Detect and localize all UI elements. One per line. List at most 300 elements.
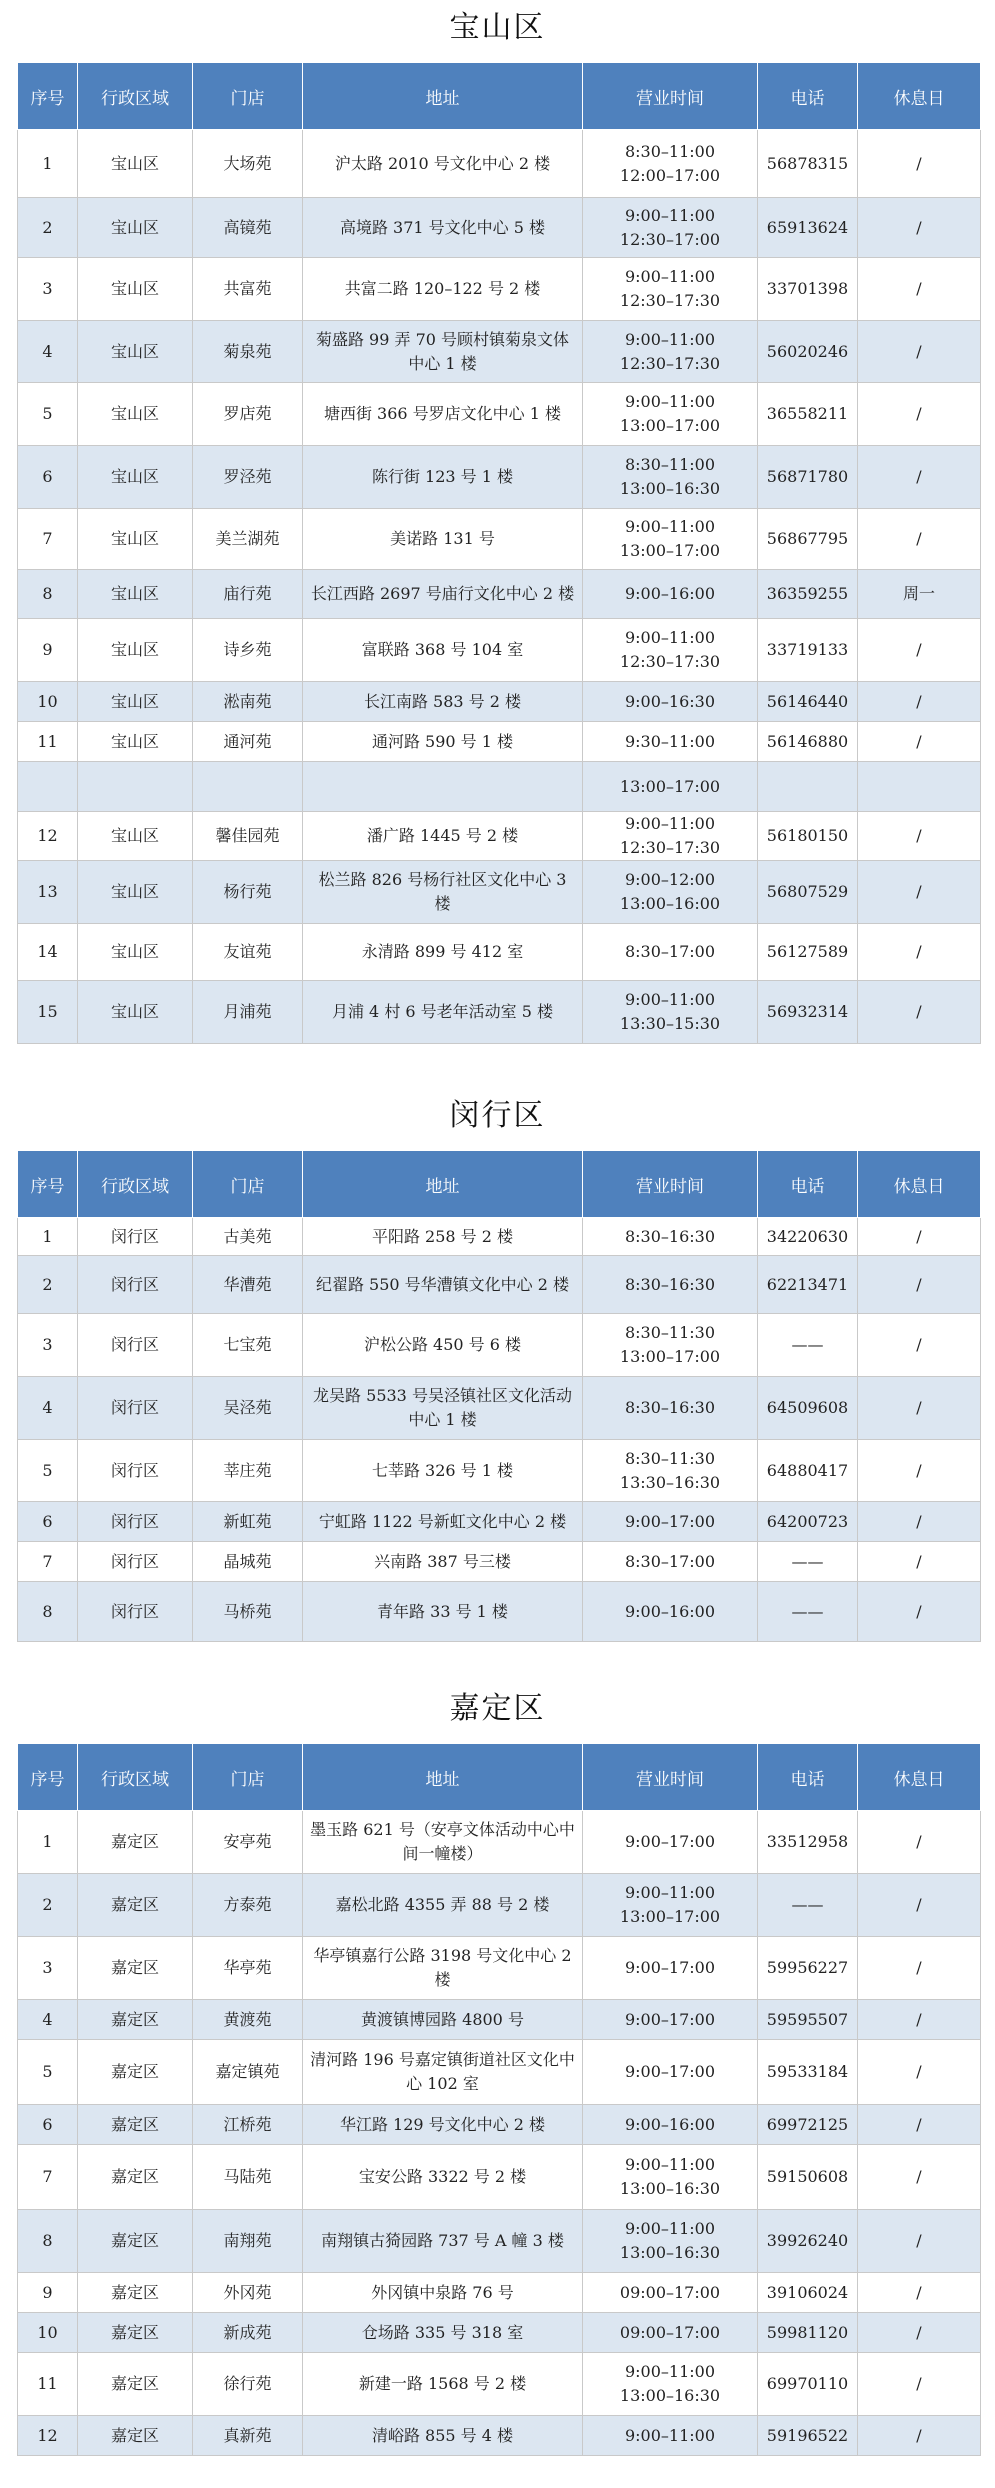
phone-cell: 65913624 — [758, 198, 858, 258]
rest-day-cell: / — [858, 1937, 981, 2000]
district-cell: 闵行区 — [78, 1314, 193, 1377]
store-cell: 安亭苑 — [193, 1811, 303, 1874]
store-cell: 菊泉苑 — [193, 321, 303, 383]
store-cell: 新成苑 — [193, 2313, 303, 2353]
row-number: 11 — [18, 2353, 78, 2416]
table-row — [18, 446, 981, 509]
address-cell: 长江西路 2697 号庙行文化中心 2 楼 — [303, 570, 583, 619]
address-cell: 墨玉路 621 号（安亭文体活动中心中间一幢楼） — [303, 1811, 583, 1874]
district-cell: 宝山区 — [78, 321, 193, 383]
hours-cell — [583, 2105, 758, 2145]
row-number: 2 — [18, 198, 78, 258]
section-title: 闵行区 — [449, 1098, 546, 1133]
store-table — [17, 1743, 981, 2456]
rest-day-cell: / — [858, 2040, 981, 2105]
district-cell: 宝山区 — [78, 619, 193, 682]
row-number: 3 — [18, 1937, 78, 2000]
row-number: 6 — [18, 2105, 78, 2145]
row-number: 2 — [18, 1256, 78, 1314]
hours-line: 12:30–17:30 — [619, 838, 721, 857]
phone-cell: —— — [758, 1582, 858, 1642]
hours-line: 12:30–17:00 — [619, 229, 721, 249]
row-number: 7 — [18, 509, 78, 570]
table-row — [18, 1377, 981, 1440]
store-cell: 罗店苑 — [193, 383, 303, 446]
rest-day-cell: / — [858, 861, 981, 924]
hours-cell — [583, 1937, 758, 2000]
rest-day-cell: / — [858, 509, 981, 570]
rest-day-cell: / — [858, 722, 981, 762]
phone-cell: 64200723 — [758, 1502, 858, 1542]
phone-cell: 56932314 — [758, 981, 858, 1044]
phone-cell: 64880417 — [758, 1440, 858, 1502]
row-number: 1 — [18, 130, 78, 198]
address-cell: 长江南路 583 号 2 楼 — [303, 682, 583, 722]
phone-cell: 59533184 — [758, 2040, 858, 2105]
district-cell: 宝山区 — [78, 924, 193, 981]
table-row — [18, 2000, 981, 2040]
hours-cell — [583, 509, 758, 570]
district-cell: 宝山区 — [78, 130, 193, 198]
store-cell: 新虹苑 — [193, 1502, 303, 1542]
table-row — [18, 383, 981, 446]
hours-line: 13:00–17:00 — [619, 416, 721, 435]
hours-cell — [583, 2210, 758, 2273]
hours-line: 9:00–11:00 — [624, 2155, 716, 2174]
rest-day-cell: / — [858, 446, 981, 509]
section-title: 嘉定区 — [449, 1691, 546, 1726]
rest-day-cell: / — [858, 1314, 981, 1377]
store-cell: 真新苑 — [193, 2416, 303, 2456]
index-header: 序号 — [18, 63, 78, 130]
store-cell: 诗乡苑 — [193, 619, 303, 682]
rest-day-cell: / — [858, 1582, 981, 1642]
table-row — [18, 2416, 981, 2456]
table-row — [18, 619, 981, 682]
hours-cell — [583, 258, 758, 321]
hours-cell — [583, 812, 758, 861]
hours-line: 9:00–11:00 — [624, 814, 716, 833]
hours-cell — [583, 762, 758, 812]
district-cell: 宝山区 — [78, 981, 193, 1044]
address-cell: 清河路 196 号嘉定镇街道社区文化中心 102 室 — [303, 2040, 583, 2105]
rest-day-cell: / — [858, 1440, 981, 1502]
table-row — [18, 1314, 981, 1377]
district-cell — [78, 762, 193, 812]
rest-day-header: 休息日 — [858, 1744, 981, 1811]
phone-cell: 56807529 — [758, 861, 858, 924]
table-row — [18, 981, 981, 1044]
hours-line: 13:00–16:00 — [619, 894, 721, 913]
rest-day-cell: / — [858, 2105, 981, 2145]
address-header: 地址 — [303, 1744, 583, 1811]
phone-cell: 33701398 — [758, 258, 858, 321]
phone-cell: 56020246 — [758, 321, 858, 383]
hours-line: 9:00–11:00 — [624, 392, 716, 411]
district-header: 行政区域 — [78, 63, 193, 130]
row-number: 14 — [18, 924, 78, 981]
district-cell: 嘉定区 — [78, 2145, 193, 2210]
phone-cell: —— — [758, 1542, 858, 1582]
hours-line: 13:00–16:30 — [619, 2179, 721, 2198]
section-title: 宝山区 — [449, 10, 546, 45]
hours-line: 9:00–17:00 — [624, 2062, 716, 2081]
hours-line: 13:00–16:30 — [619, 2386, 721, 2405]
hours-line: 8:30–17:00 — [624, 942, 716, 961]
phone-header: 电话 — [758, 1744, 858, 1811]
row-number: 5 — [18, 383, 78, 446]
district-cell: 嘉定区 — [78, 2210, 193, 2273]
phone-cell: 56878315 — [758, 130, 858, 198]
hours-cell — [583, 2353, 758, 2416]
hours-cell — [583, 1582, 758, 1642]
hours-line: 8:30–11:00 — [624, 141, 716, 161]
store-cell: 南翔苑 — [193, 2210, 303, 2273]
rest-day-cell: / — [858, 812, 981, 861]
table-row — [18, 924, 981, 981]
hours-line: 9:00–11:00 — [624, 1883, 716, 1902]
store-cell: 方泰苑 — [193, 1874, 303, 1937]
district-cell: 嘉定区 — [78, 2273, 193, 2313]
district-cell: 宝山区 — [78, 446, 193, 509]
hours-line: 12:30–17:30 — [619, 652, 721, 671]
hours-line: 13:00–16:30 — [619, 479, 721, 498]
rest-day-cell: / — [858, 924, 981, 981]
store-cell: 嘉定镇苑 — [193, 2040, 303, 2105]
hours-line: 9:00–11:00 — [624, 628, 716, 647]
row-number: 7 — [18, 2145, 78, 2210]
district-cell: 宝山区 — [78, 570, 193, 619]
row-number: 4 — [18, 2000, 78, 2040]
rest-day-cell: / — [858, 2353, 981, 2416]
hours-line: 9:00–16:00 — [624, 1601, 716, 1621]
district-cell: 宝山区 — [78, 258, 193, 321]
rest-day-cell: / — [858, 682, 981, 722]
rest-day-cell: / — [858, 130, 981, 198]
district-cell: 嘉定区 — [78, 1874, 193, 1937]
address-cell: 南翔镇古猗园路 737 号 A 幢 3 楼 — [303, 2210, 583, 2273]
rest-day-cell — [858, 762, 981, 812]
district-header: 行政区域 — [78, 1744, 193, 1811]
address-cell: 松兰路 826 号杨行社区文化中心 3 楼 — [303, 861, 583, 924]
rest-day-cell: / — [858, 2000, 981, 2040]
address-cell: 美诺路 131 号 — [303, 509, 583, 570]
phone-cell: 64509608 — [758, 1377, 858, 1440]
row-number: 12 — [18, 2416, 78, 2456]
row-number: 15 — [18, 981, 78, 1044]
table-row — [18, 1440, 981, 1502]
hours-cell — [583, 1502, 758, 1542]
district-cell: 嘉定区 — [78, 1811, 193, 1874]
store-cell: 淞南苑 — [193, 682, 303, 722]
table-row — [18, 682, 981, 722]
district-header: 行政区域 — [78, 1151, 193, 1218]
hours-line: 8:30–16:30 — [624, 1274, 716, 1294]
hours-line: 13:30–16:30 — [619, 1472, 721, 1492]
address-cell: 通河路 590 号 1 楼 — [303, 722, 583, 762]
phone-cell — [758, 762, 858, 812]
address-header: 地址 — [303, 63, 583, 130]
table-row — [18, 2210, 981, 2273]
phone-cell: 69970110 — [758, 2353, 858, 2416]
district-cell: 闵行区 — [78, 1582, 193, 1642]
store-cell: 馨佳园苑 — [193, 812, 303, 861]
row-number: 3 — [18, 258, 78, 321]
store-cell: 罗泾苑 — [193, 446, 303, 509]
table-row — [18, 762, 981, 812]
phone-cell: —— — [758, 1874, 858, 1937]
rest-day-cell: / — [858, 1218, 981, 1256]
hours-line: 9:00–11:00 — [624, 517, 716, 536]
table-row — [18, 570, 981, 619]
table-row — [18, 2105, 981, 2145]
hours-line: 13:00–17:00 — [619, 776, 721, 796]
table-row — [18, 1937, 981, 2000]
hours-line: 9:00–11:00 — [624, 2362, 716, 2381]
address-cell: 青年路 33 号 1 楼 — [303, 1582, 583, 1642]
address-cell: 高境路 371 号文化中心 5 楼 — [303, 198, 583, 258]
row-number: 10 — [18, 2313, 78, 2353]
phone-cell: 56146880 — [758, 722, 858, 762]
row-number: 9 — [18, 2273, 78, 2313]
table-header-row — [18, 1744, 981, 1811]
row-number: 5 — [18, 2040, 78, 2105]
address-cell: 新建一路 1568 号 2 楼 — [303, 2353, 583, 2416]
phone-cell: 34220630 — [758, 1218, 858, 1256]
hours-line: 8:30–17:00 — [624, 1551, 716, 1571]
phone-cell: 59595507 — [758, 2000, 858, 2040]
address-cell: 潘广路 1445 号 2 楼 — [303, 812, 583, 861]
address-cell: 外冈镇中泉路 76 号 — [303, 2273, 583, 2313]
hours-line: 9:00–11:00 — [624, 2425, 716, 2445]
table-row — [18, 321, 981, 383]
hours-cell — [583, 2000, 758, 2040]
address-cell: 共富二路 120–122 号 2 楼 — [303, 258, 583, 321]
row-number: 3 — [18, 1314, 78, 1377]
district-cell: 闵行区 — [78, 1218, 193, 1256]
rest-day-cell: / — [858, 2273, 981, 2313]
address-cell: 七莘路 326 号 1 楼 — [303, 1440, 583, 1502]
hours-line: 9:00–12:00 — [624, 870, 716, 889]
store-cell: 高镜苑 — [193, 198, 303, 258]
hours-cell — [583, 1256, 758, 1314]
hours-header: 营业时间 — [583, 63, 758, 130]
phone-cell: 56871780 — [758, 446, 858, 509]
address-cell: 黄渡镇博园路 4800 号 — [303, 2000, 583, 2040]
address-cell — [303, 762, 583, 812]
store-table — [17, 1150, 981, 1642]
store-cell: 古美苑 — [193, 1218, 303, 1256]
address-cell: 菊盛路 99 弄 70 号顾村镇菊泉文体中心 1 楼 — [303, 321, 583, 383]
row-number: 2 — [18, 1874, 78, 1937]
phone-cell: 59150608 — [758, 2145, 858, 2210]
address-cell: 华江路 129 号文化中心 2 楼 — [303, 2105, 583, 2145]
phone-cell: 62213471 — [758, 1256, 858, 1314]
row-number: 8 — [18, 1582, 78, 1642]
hours-cell — [583, 981, 758, 1044]
store-cell: 友谊苑 — [193, 924, 303, 981]
row-number: 8 — [18, 570, 78, 619]
address-cell: 华亭镇嘉行公路 3198 号文化中心 2 楼 — [303, 1937, 583, 2000]
store-cell: 共富苑 — [193, 258, 303, 321]
store-cell: 马桥苑 — [193, 1582, 303, 1642]
rest-day-cell: / — [858, 198, 981, 258]
hours-cell — [583, 1542, 758, 1582]
district-cell: 嘉定区 — [78, 2040, 193, 2105]
district-cell: 闵行区 — [78, 1256, 193, 1314]
table-row — [18, 130, 981, 198]
table-row — [18, 722, 981, 762]
hours-line: 12:30–17:30 — [619, 353, 721, 373]
hours-line: 09:00–17:00 — [619, 2282, 721, 2302]
store-table — [17, 62, 981, 1044]
hours-cell — [583, 1811, 758, 1874]
hours-line: 8:30–11:30 — [624, 1323, 716, 1342]
rest-day-header: 休息日 — [858, 63, 981, 130]
store-cell: 吴泾苑 — [193, 1377, 303, 1440]
hours-line: 8:30–11:30 — [624, 1448, 716, 1468]
hours-cell — [583, 2145, 758, 2210]
store-cell: 华漕苑 — [193, 1256, 303, 1314]
row-number: 1 — [18, 1811, 78, 1874]
hours-cell — [583, 383, 758, 446]
rest-day-cell: / — [858, 2416, 981, 2456]
hours-line: 9:00–16:30 — [624, 691, 716, 711]
table-row — [18, 2273, 981, 2313]
phone-cell: 59981120 — [758, 2313, 858, 2353]
address-cell: 清峪路 855 号 4 楼 — [303, 2416, 583, 2456]
table-row — [18, 2353, 981, 2416]
rest-day-cell: / — [858, 2145, 981, 2210]
store-cell: 七宝苑 — [193, 1314, 303, 1377]
store-cell: 外冈苑 — [193, 2273, 303, 2313]
hours-cell — [583, 1314, 758, 1377]
hours-line: 12:00–17:00 — [619, 165, 721, 185]
hours-line: 9:00–17:00 — [624, 1958, 716, 1977]
store-cell: 通河苑 — [193, 722, 303, 762]
store-cell: 大场苑 — [193, 130, 303, 198]
hours-cell — [583, 861, 758, 924]
table-row — [18, 1874, 981, 1937]
table-row — [18, 861, 981, 924]
address-cell: 永清路 899 号 412 室 — [303, 924, 583, 981]
table-row — [18, 2145, 981, 2210]
district-cell: 宝山区 — [78, 812, 193, 861]
row-number: 7 — [18, 1542, 78, 1582]
table-row — [18, 2040, 981, 2105]
phone-cell: 36359255 — [758, 570, 858, 619]
district-cell: 闵行区 — [78, 1502, 193, 1542]
rest-day-cell: / — [858, 2210, 981, 2273]
store-cell: 莘庄苑 — [193, 1440, 303, 1502]
store-cell — [193, 762, 303, 812]
table-row — [18, 509, 981, 570]
phone-cell: 56146440 — [758, 682, 858, 722]
store-cell: 华亭苑 — [193, 1937, 303, 2000]
hours-line: 9:00–11:00 — [624, 2219, 716, 2238]
district-cell: 宝山区 — [78, 509, 193, 570]
store-cell: 庙行苑 — [193, 570, 303, 619]
hours-cell — [583, 446, 758, 509]
district-cell: 宝山区 — [78, 198, 193, 258]
district-cell: 宝山区 — [78, 722, 193, 762]
rest-day-cell: / — [858, 619, 981, 682]
phone-cell: 56127589 — [758, 924, 858, 981]
address-cell: 宁虹路 1122 号新虹文化中心 2 楼 — [303, 1502, 583, 1542]
table-row — [18, 1582, 981, 1642]
address-cell: 月浦 4 村 6 号老年活动室 5 楼 — [303, 981, 583, 1044]
table-header-row — [18, 1151, 981, 1218]
hours-line: 9:00–16:00 — [624, 584, 716, 603]
hours-cell — [583, 722, 758, 762]
rest-day-cell: / — [858, 1502, 981, 1542]
row-number: 6 — [18, 1502, 78, 1542]
hours-cell — [583, 2273, 758, 2313]
table-row — [18, 198, 981, 258]
address-cell: 富联路 368 号 104 室 — [303, 619, 583, 682]
address-cell: 平阳路 258 号 2 楼 — [303, 1218, 583, 1256]
address-cell: 陈行街 123 号 1 楼 — [303, 446, 583, 509]
store-header: 门店 — [193, 1744, 303, 1811]
store-header: 门店 — [193, 63, 303, 130]
index-header: 序号 — [18, 1151, 78, 1218]
rest-day-cell: / — [858, 2313, 981, 2353]
phone-cell: 39106024 — [758, 2273, 858, 2313]
hours-cell — [583, 2040, 758, 2105]
hours-line: 9:00–17:00 — [624, 2009, 716, 2029]
rest-day-cell: / — [858, 1811, 981, 1874]
address-cell: 嘉松北路 4355 弄 88 号 2 楼 — [303, 1874, 583, 1937]
district-cell: 嘉定区 — [78, 2000, 193, 2040]
hours-line: 13:00–16:30 — [619, 2243, 721, 2262]
phone-header: 电话 — [758, 63, 858, 130]
hours-header: 营业时间 — [583, 1744, 758, 1811]
row-number: 12 — [18, 812, 78, 861]
index-header: 序号 — [18, 1744, 78, 1811]
store-cell: 晶城苑 — [193, 1542, 303, 1582]
phone-cell: 33512958 — [758, 1811, 858, 1874]
store-cell: 杨行苑 — [193, 861, 303, 924]
address-cell: 纪翟路 550 号华漕镇文化中心 2 楼 — [303, 1256, 583, 1314]
hours-cell — [583, 1440, 758, 1502]
row-number: 4 — [18, 321, 78, 383]
rest-day-cell: / — [858, 1874, 981, 1937]
store-cell: 马陆苑 — [193, 2145, 303, 2210]
rest-day-cell: / — [858, 981, 981, 1044]
hours-cell — [583, 619, 758, 682]
store-cell: 美兰湖苑 — [193, 509, 303, 570]
address-cell: 沪太路 2010 号文化中心 2 楼 — [303, 130, 583, 198]
phone-cell: 36558211 — [758, 383, 858, 446]
rest-day-cell: / — [858, 1377, 981, 1440]
district-cell: 嘉定区 — [78, 2105, 193, 2145]
store-cell: 徐行苑 — [193, 2353, 303, 2416]
hours-line: 9:00–17:00 — [624, 1832, 716, 1851]
table-row — [18, 2313, 981, 2353]
district-cell: 宝山区 — [78, 861, 193, 924]
phone-cell: 56180150 — [758, 812, 858, 861]
table-row — [18, 812, 981, 861]
hours-line: 12:30–17:30 — [619, 291, 721, 310]
district-cell: 嘉定区 — [78, 2416, 193, 2456]
phone-cell: 39926240 — [758, 2210, 858, 2273]
table-row — [18, 258, 981, 321]
hours-line: 8:30–11:00 — [624, 455, 716, 474]
district-cell: 嘉定区 — [78, 2353, 193, 2416]
rest-day-cell: / — [858, 1542, 981, 1582]
hours-cell — [583, 570, 758, 619]
district-cell: 闵行区 — [78, 1542, 193, 1582]
